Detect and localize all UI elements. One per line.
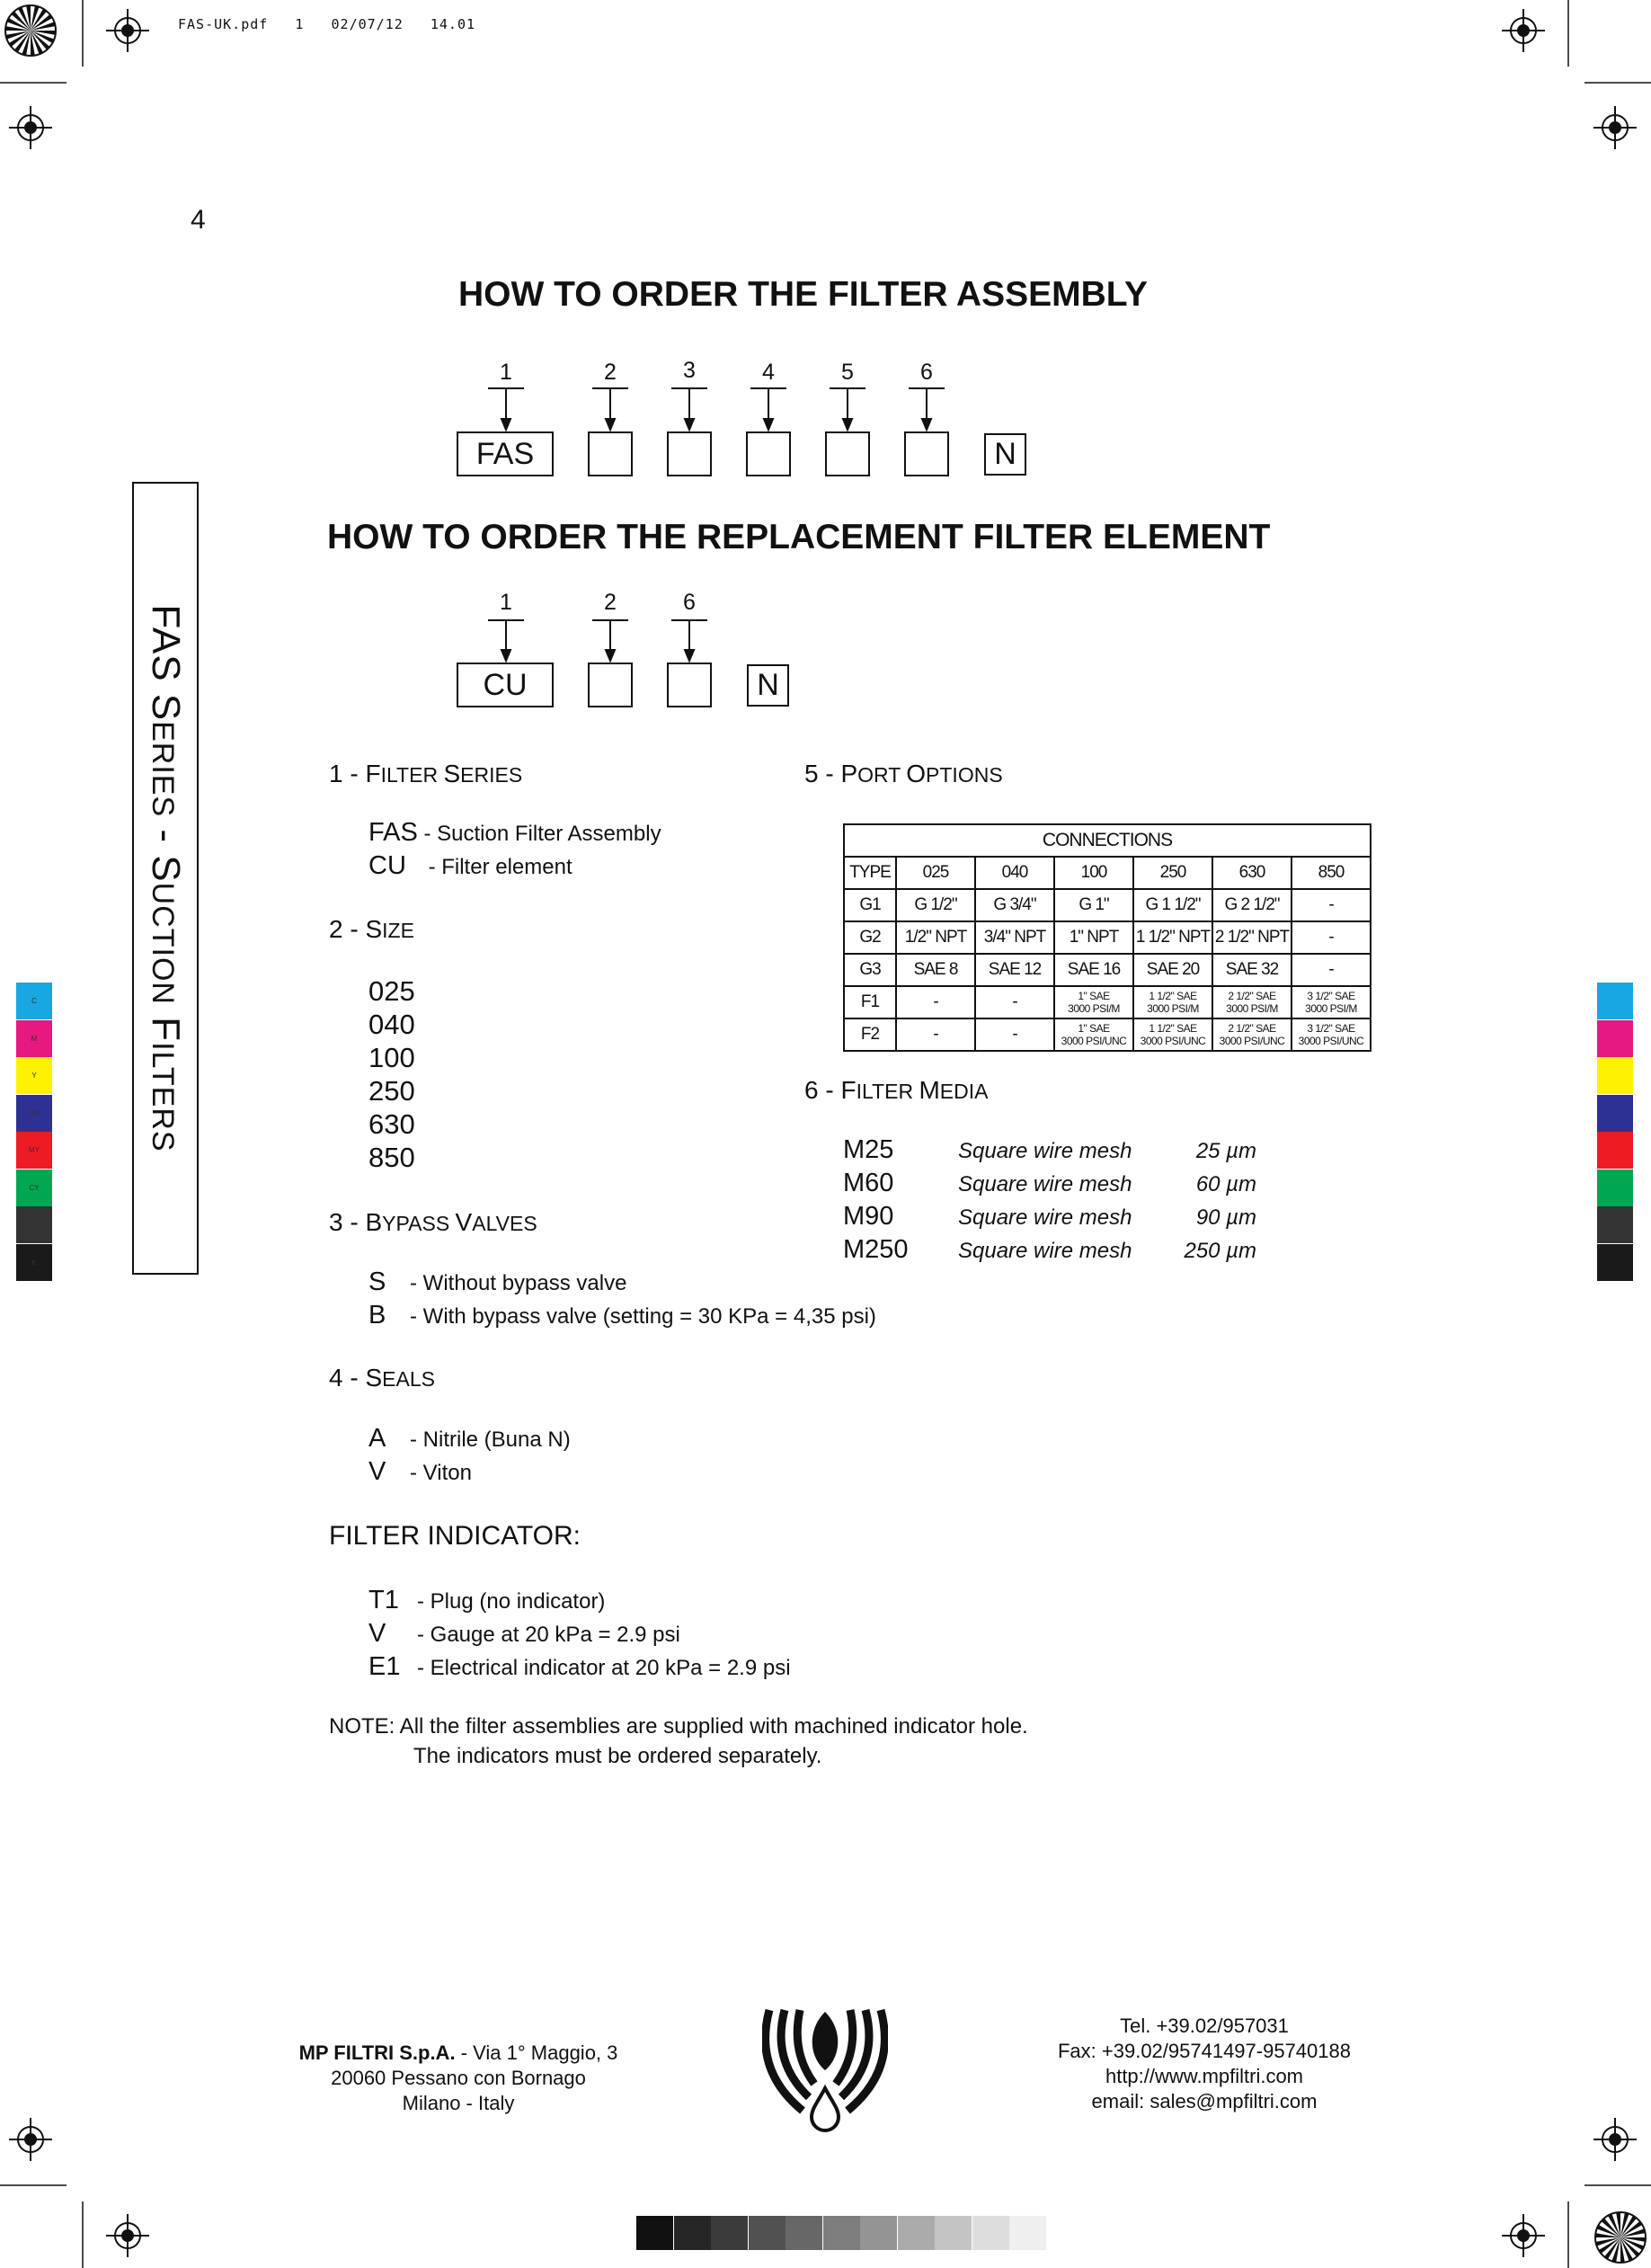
print-slug: FAS-UK.pdf 1 02/07/12 14.01 [178, 16, 476, 32]
gray-swatch [749, 2216, 786, 2250]
color-swatch [1597, 1170, 1633, 1206]
note-line-1: NOTE: All the filter assemblies are supplied with machined indicator hole. [329, 1714, 1028, 1739]
table-cell: 1 1/2" NPT [1133, 921, 1212, 954]
color-swatch: Y [16, 1057, 52, 1094]
color-swatch: C [16, 983, 52, 1019]
table-cell: G 1/2" [896, 889, 975, 921]
table-cell: 2 1/2" NPT [1212, 921, 1292, 954]
table-cell: SAE 16 [1054, 954, 1133, 986]
order-number: 1 [500, 590, 512, 615]
table-cell: SAE 20 [1133, 954, 1212, 986]
size-item: 250 [368, 1075, 415, 1107]
table-cell: G3 [844, 954, 896, 986]
order-assembly-arrows [0, 0, 1651, 719]
footer-contacts [1007, 2014, 1402, 2114]
color-swatch [1597, 983, 1633, 1019]
email-link[interactable]: email: sales@mpfiltri.com [1091, 2090, 1318, 2112]
color-swatch [1597, 1020, 1633, 1057]
code-box-empty [588, 431, 633, 476]
media-row: M60 Square wire mesh 60 µm [843, 1169, 1256, 1197]
table-cell: - [896, 986, 975, 1018]
table-cell: SAE 32 [1212, 954, 1292, 986]
order-assembly-title: HOW TO ORDER THE FILTER ASSEMBLY [458, 275, 1149, 314]
size-item: 040 [368, 1009, 415, 1040]
table-cell: 2 1/2" SAE 3000 PSI/UNC [1212, 1018, 1292, 1051]
company-name: MP FILTRI S.p.A. [298, 2041, 456, 2064]
table-row [844, 921, 1371, 954]
order-number: 4 [762, 360, 775, 385]
table-cell: 1" NPT [1054, 921, 1133, 954]
table-cell: - [1292, 954, 1371, 986]
list-item: S - Without bypass valve [368, 1267, 627, 1296]
gray-swatch [898, 2216, 935, 2250]
color-swatch: CMY [16, 1206, 52, 1243]
table-cell: SAE 8 [896, 954, 975, 986]
page-number: 4 [191, 205, 206, 235]
note-line-2: The indicators must be ordered separately. [413, 1744, 822, 1768]
list-item: A - Nitrile (Buna N) [368, 1424, 571, 1453]
table-cell: 1 1/2" SAE 3000 PSI/M [1133, 986, 1212, 1018]
code-box-series: FAS [457, 431, 554, 476]
connections-table [843, 823, 1371, 1052]
table-cell: 1/2" NPT [896, 921, 975, 954]
table-cell: G 3/4" [975, 889, 1054, 921]
table-cell: G1 [844, 889, 896, 921]
list-item: V - Gauge at 20 kPa = 2.9 psi [368, 1619, 680, 1648]
table-cell: G 2 1/2" [1212, 889, 1292, 921]
list-item: FAS - Suction Filter Assembly [368, 818, 661, 847]
code-box-suffix: N [747, 664, 789, 707]
table-cell: G2 [844, 921, 896, 954]
column-header: 025 [896, 857, 975, 889]
order-number: 6 [920, 360, 933, 385]
color-swatch: K [16, 1244, 52, 1281]
gray-swatch [1009, 2216, 1046, 2250]
table-cell: G 1 1/2" [1133, 889, 1212, 921]
gray-swatch [860, 2216, 897, 2250]
table-cell: 3/4" NPT [975, 921, 1054, 954]
size-item: 630 [368, 1108, 415, 1140]
footer-address: MP FILTRI S.p.A. - Via 1° Maggio, 3 20060 Pessano con Bornago Milano - Italy [298, 2041, 618, 2114]
list-item: CU - Filter element [368, 851, 573, 880]
column-header: TYPE [844, 857, 896, 889]
code-box-empty [667, 431, 712, 476]
list-item: B - With bypass valve (setting = 30 KPa = 4,35 psi) [368, 1301, 876, 1330]
section-heading-port-options: 5 - PORT OPTIONS [804, 760, 1003, 787]
table-row [844, 954, 1371, 986]
code-box-series: CU [457, 663, 554, 707]
order-number: 5 [841, 360, 854, 385]
order-number: 2 [604, 590, 617, 615]
list-item: E1 - Electrical indicator at 20 kPa = 2.9 psi [368, 1652, 791, 1681]
section-heading-filter-media: 6 - FILTER MEDIA [804, 1076, 989, 1104]
media-row: M25 Square wire mesh 25 µm [843, 1135, 1256, 1164]
code-box-empty [588, 663, 633, 707]
section-heading-filter-indicator: FILTER INDICATOR: [329, 1521, 581, 1551]
table-cell: 3 1/2" SAE 3000 PSI/M [1292, 986, 1371, 1018]
list-item: V - Viton [368, 1457, 472, 1486]
table-cell: - [896, 1018, 975, 1051]
table-cell: - [975, 1018, 1054, 1051]
code-box-empty [825, 431, 870, 476]
table-cell: SAE 12 [975, 954, 1054, 986]
table-row [844, 986, 1371, 1018]
color-swatch [1597, 1057, 1633, 1094]
gray-swatch [823, 2216, 860, 2250]
order-number: 1 [500, 360, 512, 385]
color-swatch [1597, 1244, 1633, 1281]
table-cell: G 1" [1054, 889, 1133, 921]
code-box-empty [667, 663, 712, 707]
company-logo [762, 2003, 888, 2133]
color-swatch [1597, 1206, 1633, 1243]
table-cell: - [1292, 889, 1371, 921]
order-number: 3 [683, 358, 696, 383]
table-cell: 2 1/2" SAE 3000 PSI/M [1212, 986, 1292, 1018]
table-title: CONNECTIONS [844, 824, 1371, 857]
section-heading-size: 2 - SIZE [329, 915, 414, 943]
order-number: 6 [683, 590, 696, 615]
color-swatch: M [16, 1020, 52, 1057]
size-item: 100 [368, 1042, 415, 1073]
table-row [844, 1018, 1371, 1051]
column-header: 250 [1133, 857, 1212, 889]
table-cell: - [975, 986, 1054, 1018]
gray-swatch [972, 2216, 1009, 2250]
size-item: 850 [368, 1142, 415, 1173]
media-row: M90 Square wire mesh 90 µm [843, 1202, 1256, 1231]
gray-swatch [786, 2216, 822, 2250]
table-cell: 1" SAE 3000 PSI/M [1054, 986, 1133, 1018]
section-heading-bypass-valves: 3 - BYPASS VALVES [329, 1208, 537, 1236]
code-box-empty [746, 431, 791, 476]
table-row [844, 889, 1371, 921]
section-heading-seals: 4 - SEALS [329, 1364, 435, 1392]
list-item: T1 - Plug (no indicator) [368, 1586, 606, 1614]
code-box-suffix: N [984, 433, 1026, 476]
table-cell: F2 [844, 1018, 896, 1051]
table-cell: 3 1/2" SAE 3000 PSI/UNC [1292, 1018, 1371, 1051]
order-number: 2 [604, 360, 617, 385]
color-swatch [1597, 1132, 1633, 1169]
color-swatch [1597, 1095, 1633, 1132]
column-header: 850 [1292, 857, 1371, 889]
color-swatch: CY [16, 1170, 52, 1206]
gray-swatch [674, 2216, 711, 2250]
table-cell: 1 1/2" SAE 3000 PSI/UNC [1133, 1018, 1212, 1051]
column-header: 040 [975, 857, 1054, 889]
color-swatch: CM [16, 1095, 52, 1132]
website-link[interactable]: http://www.mpfiltri.com [1105, 2065, 1304, 2087]
table-header-row [844, 857, 1371, 889]
order-element-title: HOW TO ORDER THE REPLACEMENT FILTER ELEMENT [327, 518, 1271, 556]
gray-swatch [711, 2216, 748, 2250]
size-list [368, 974, 415, 1174]
section-heading-filter-series: 1 - FILTER SERIES [329, 760, 523, 787]
side-label: FAS SERIES - SUCTION FILTERS [144, 604, 188, 1152]
media-row: M250 Square wire mesh 250 µm [843, 1235, 1256, 1264]
phone: Tel. +39.02/957031 [1120, 2015, 1289, 2037]
column-header: 630 [1212, 857, 1292, 889]
gray-swatch [935, 2216, 972, 2250]
starburst-target [1595, 2212, 1646, 2263]
color-swatch: MY [16, 1132, 52, 1169]
size-item: 025 [368, 975, 415, 1007]
fax: Fax: +39.02/95741497-95740188 [1057, 2040, 1351, 2062]
table-cell: F1 [844, 986, 896, 1018]
table-cell: - [1292, 921, 1371, 954]
column-header: 100 [1054, 857, 1133, 889]
gray-swatch [636, 2216, 673, 2250]
code-box-empty [904, 431, 949, 476]
table-cell: 1" SAE 3000 PSI/UNC [1054, 1018, 1133, 1051]
